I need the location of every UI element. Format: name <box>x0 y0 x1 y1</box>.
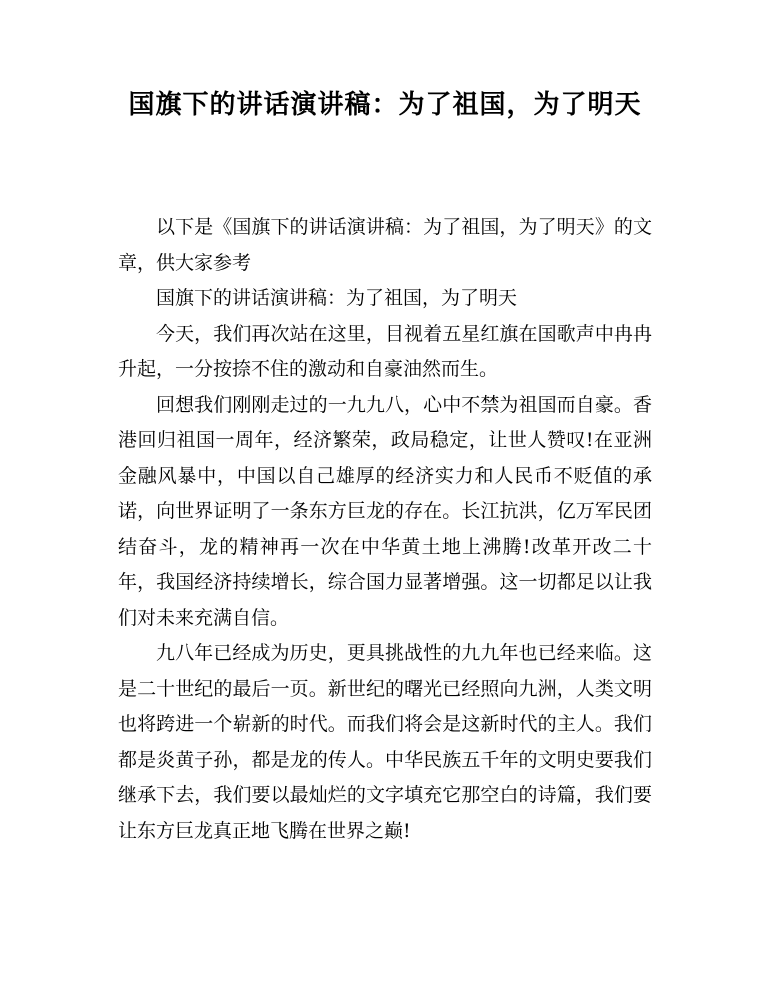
document-body <box>118 210 652 849</box>
document-title: 国旗下的讲话演讲稿：为了祖国，为了明天 <box>128 90 642 120</box>
paragraph-review: 回想我们刚刚走过的一九九八，心中不禁为祖国而自豪。香港回归祖国一周年，经济繁荣，政局稳定，让世人赞叹!在亚洲金融风暴中，中国以自己雄厚的经济实力和人民币不贬值的承诺，向世界证明了一条东方巨龙的存在。长江抗洪，亿万军民团结奋斗，龙的精神再一次在中华黄土地上沸腾!改革开改二十年，我国经济持续增长，综合国力显著增强。这一切都足以让我们对未来充满自信。 <box>118 393 652 629</box>
paragraph-future: 九八年已经成为历史，更具挑战性的九九年也已经来临。这是二十世纪的最后一页。新世纪的曙光已经照向九洲，人类文明也将跨进一个崭新的时代。而我们将会是这新时代的主人。我们都是炎黄子孙，都是龙的传人。中华民族五千年的文明史要我们继承下去，我们要以最灿烂的文字填充它那空白的诗篇，我们要让东方巨龙真正地飞腾在世界之巅! <box>118 642 652 842</box>
paragraph-subtitle: 国旗下的讲话演讲稿：为了祖国，为了明天 <box>156 287 518 309</box>
paragraph-intro: 以下是《国旗下的讲话演讲稿：为了祖国，为了明天》的文章，供大家参考 <box>118 216 652 274</box>
paragraph-opening: 今天，我们再次站在这里，目视着五星红旗在国歌声中冉冉升起，一分按捺不住的激动和自豪油然而生。 <box>118 322 652 380</box>
